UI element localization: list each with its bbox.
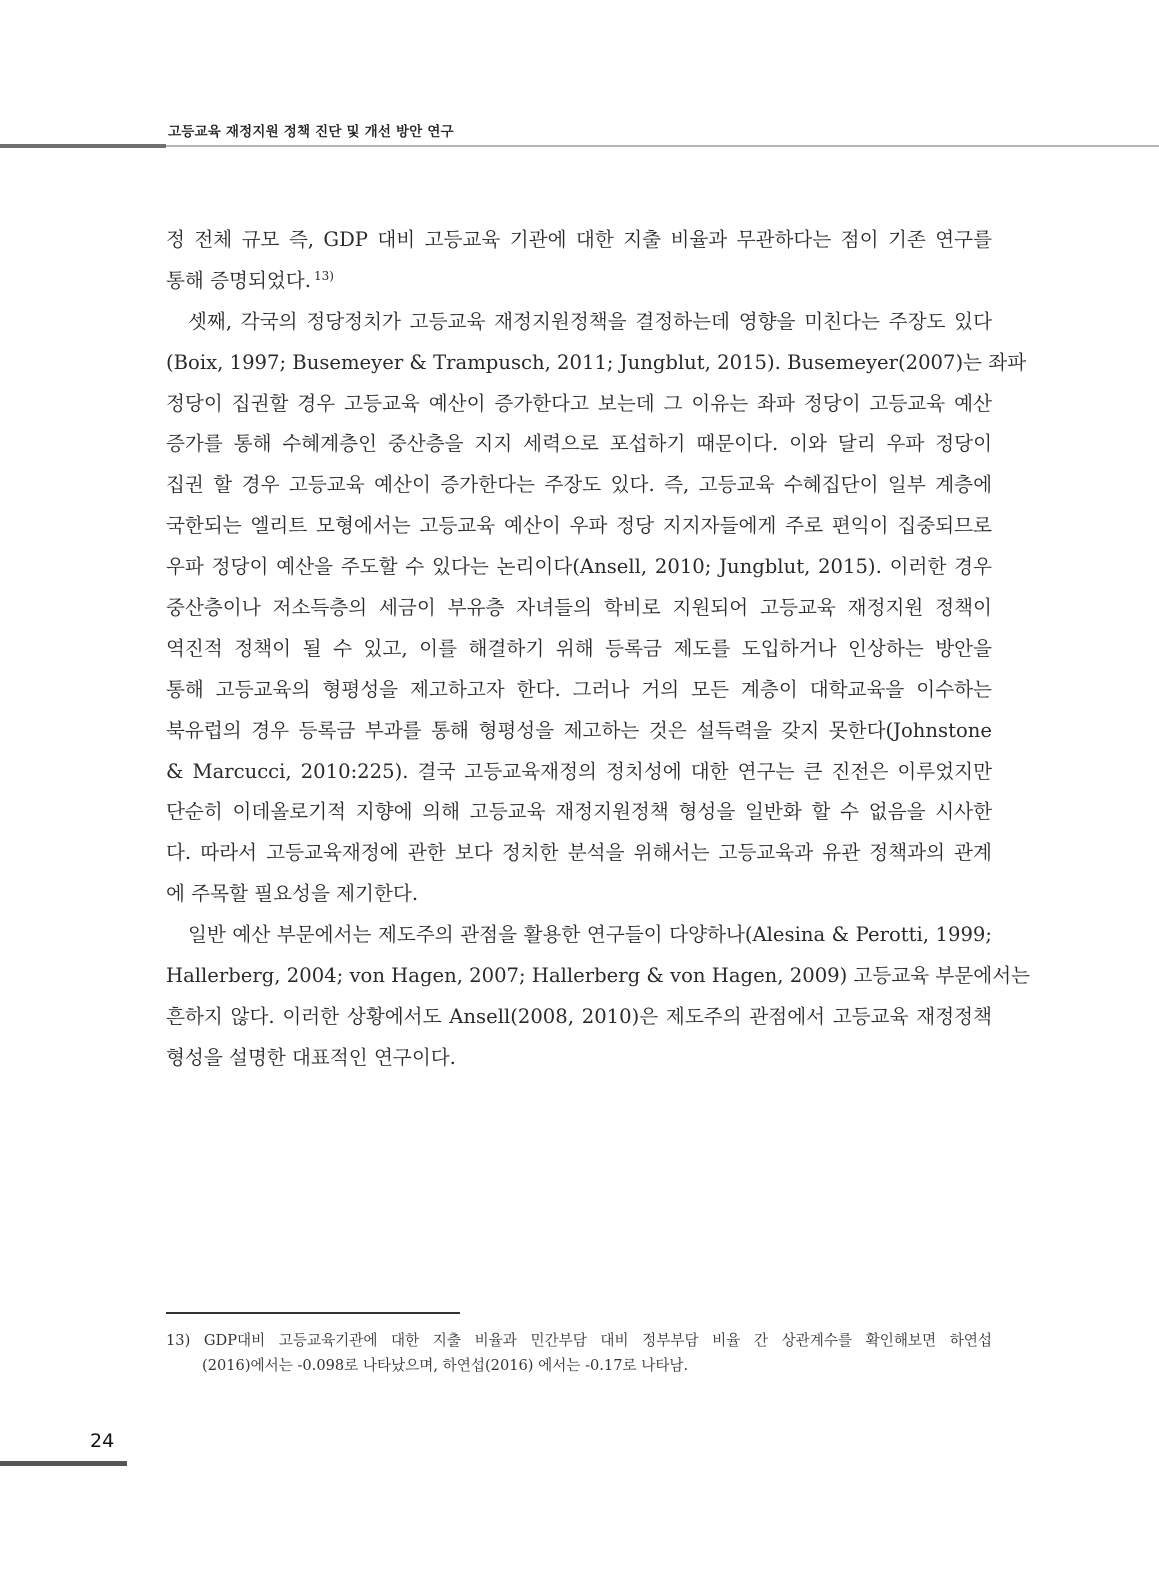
page-number: 24 [90,1430,115,1452]
footnote-rule [166,1312,460,1314]
body-line [166,261,992,302]
header-divider [166,145,1159,147]
body-line: (Boix, 1997; Busemeyer & Trampusch, 2011; Jungblut, 2015). Busemeyer(2007)는 좌파 [166,350,1027,374]
body-line: 흔하지 않다. 이러한 상황에서도 Ansell(2008, 2010)은 제도주의 관점에서 고등교육 재정정책 [166,1004,992,1028]
body-line: 형성을 설명한 대표적인 연구이다. [166,1045,456,1069]
header-rule [0,144,166,148]
body-line: 다. 따라서 고등교육재정에 관한 보다 정치한 분석을 위해서는 고등교육과 유관 정책과의 관계 [166,841,992,865]
body-line-text: 통해 증명되었다. [166,268,311,292]
footer-rule [0,1461,127,1466]
body-line: 중산층이나 저소득층의 세금이 부유층 자녀들의 학비로 지원되어 고등교육 재정지원 정책이 [166,596,992,620]
footnote-line: 13) GDP대비 고등교육기관에 대한 지출 비율과 민간부담 대비 정부부담 비율 간 상관계수를 확인해보면 하연섭 [166,1332,992,1349]
body-line: 셋째, 각국의 정당정치가 고등교육 재정지원정책을 결정하는데 영향을 미친다는 주장도 있다 [188,309,992,333]
body-text [166,220,1031,1079]
body-line: 일반 예산 부문에서는 제도주의 관점을 활용한 연구들이 다양하나(Alesina & Perotti, 1999; [188,923,992,947]
body-line: 정당이 집권할 경우 고등교육 예산이 증가한다고 보는데 그 이유는 좌파 정당이 고등교육 예산 [166,391,992,415]
running-header: 고등교육 재정지원 정책 진단 및 개선 방안 연구 [168,124,454,140]
body-line: 정 전체 규모 즉, GDP 대비 고등교육 기관에 대한 지출 비율과 무관하다는 점이 기존 연구를 [166,228,992,251]
body-line: 국한되는 엘리트 모형에서는 고등교육 예산이 우파 정당 지지자들에게 주로 편익이 집중되므로 [166,514,992,538]
body-line: 에 주목할 필요성을 제기한다. [166,882,419,906]
body-line: Hallerberg, 2004; von Hagen, 2007; Hallerberg & von Hagen, 2009) 고등교육 부문에서는 [166,964,1031,988]
body-line: 증가를 통해 수혜계층인 중산층을 지지 세력으로 포섭하기 때문이다. 이와 달리 우파 정당이 [166,432,992,456]
footnote [166,1328,992,1378]
body-line: 집권 할 경우 고등교육 예산이 증가한다는 주장도 있다. 즉, 고등교육 수혜집단이 일부 계층에 [166,473,992,497]
body-line: 단순히 이데올로기적 지향에 의해 고등교육 재정지원정책 형성을 일반화 할 수 없음을 시사한 [166,800,992,824]
body-line: 우파 정당이 예산을 주도할 수 있다는 논리이다(Ansell, 2010; Jungblut, 2015). 이러한 경우 [166,555,992,579]
footnote-reference[interactable]: 13) [313,268,334,283]
body-line: & Marcucci, 2010:225). 결국 고등교육재정의 정치성에 대한 연구는 큰 진전은 이루었지만 [166,759,992,783]
body-line: 북유럽의 경우 등록금 부과를 통해 형평성을 제고하는 것은 설득력을 갖지 못한다(Johnstone [166,718,992,742]
body-line: 역진적 정책이 될 수 있고, 이를 해결하기 위해 등록금 제도를 도입하거나 인상하는 방안을 [166,636,992,660]
footnote-line: (2016)에서는 -0.098로 나타났으며, 하연섭(2016) 에서는 -0.17로 나타남. [202,1357,689,1374]
body-line: 통해 고등교육의 형평성을 제고하고자 한다. 그러나 거의 모든 계층이 대학교육을 이수하는 [166,677,992,701]
